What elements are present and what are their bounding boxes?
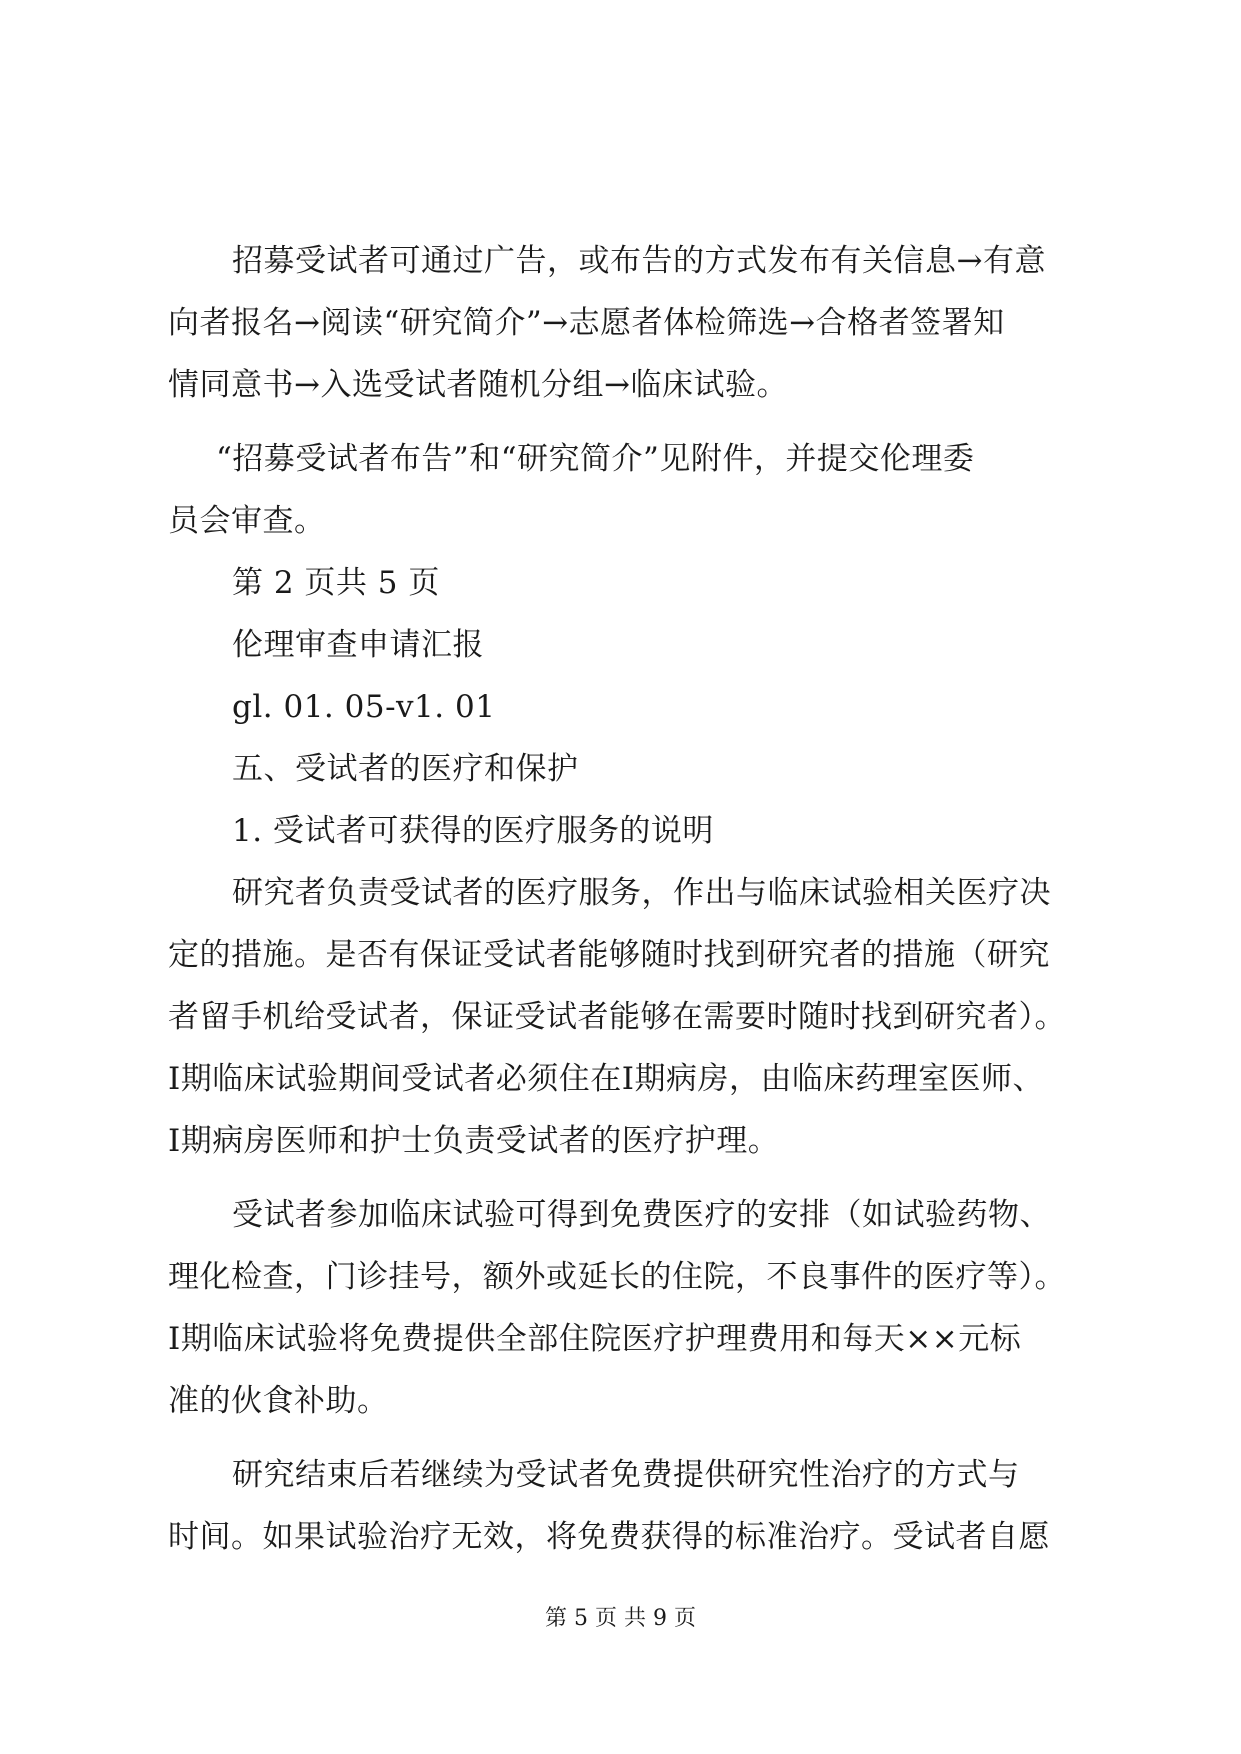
paragraph-line: Ⅰ期病房医师和护士负责受试者的医疗护理。	[168, 1123, 780, 1159]
paragraph-line: 者留手机给受试者，保证受试者能够在需要时随时找到研究者）。	[168, 999, 1066, 1035]
subsection-heading: 1. 受试者可获得的医疗服务的说明	[232, 813, 714, 849]
paragraph-line: 研究结束后若继续为受试者免费提供研究性治疗的方式与	[232, 1457, 1020, 1493]
document-body	[168, 230, 1078, 1568]
paragraph-line: 员会审查。	[168, 503, 326, 539]
section-heading: 五、受试者的医疗和保护	[232, 751, 579, 787]
paragraph-line: 情同意书→入选受试者随机分组→临床试验。	[168, 367, 788, 403]
page-counter-text: 第 2 页共 5 页	[232, 565, 440, 601]
paragraph-line: 定的措施。是否有保证受试者能够随时找到研究者的措施（研究	[168, 937, 1050, 973]
paragraph-line: “招募受试者布告”和“研究简介”见附件，并提交伦理委	[216, 441, 975, 477]
paragraph-line: 向者报名→阅读“研究简介”→志愿者体检筛选→合格者签署知	[168, 305, 1005, 341]
paragraph-line: Ⅰ期临床试验期间受试者必须住在Ⅰ期病房，由临床药理室医师、	[168, 1061, 1044, 1097]
paragraph-line: Ⅰ期临床试验将免费提供全部住院医疗护理费用和每天××元标	[168, 1321, 1022, 1357]
report-title: 伦理审查申请汇报	[232, 627, 484, 663]
paragraph-line: 理化检查，门诊挂号，额外或延长的住院，不良事件的医疗等）。	[168, 1259, 1066, 1295]
page-footer: 第 5 页 共 9 页	[545, 1606, 696, 1631]
paragraph-line: 时间。如果试验治疗无效，将免费获得的标准治疗。受试者自愿	[168, 1519, 1050, 1555]
paragraph-line: 准的伙食补助。	[168, 1383, 389, 1419]
paragraph-line: 研究者负责受试者的医疗服务，作出与临床试验相关医疗决	[232, 875, 1051, 911]
document-code: gl. 01. 05-v1. 01	[232, 689, 496, 725]
paragraph-line: 受试者参加临床试验可得到免费医疗的安排（如试验药物、	[232, 1197, 1051, 1233]
paragraph-line: 招募受试者可通过广告，或布告的方式发布有关信息→有意	[232, 243, 1046, 279]
